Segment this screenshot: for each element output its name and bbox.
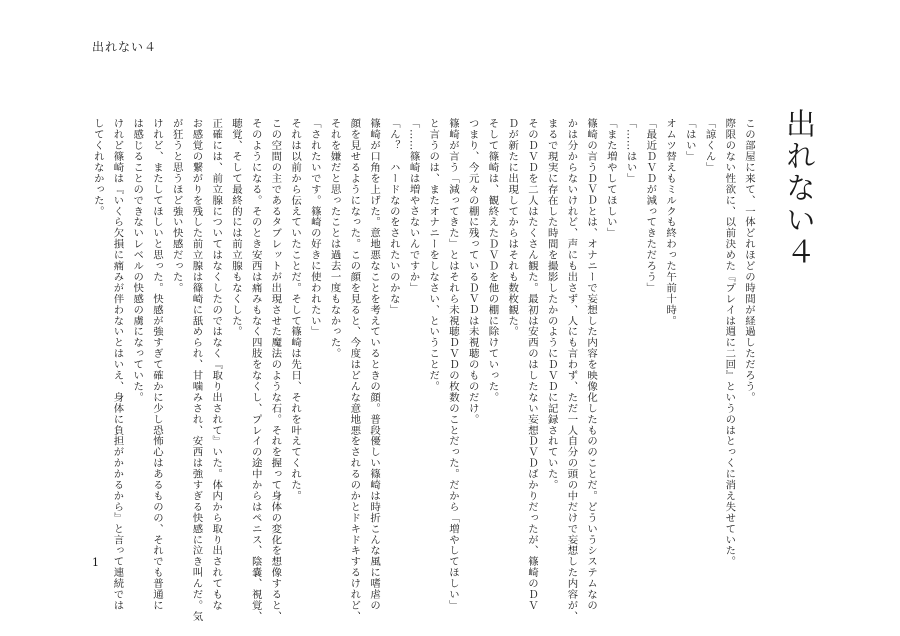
text-column: 聴覚、そして最終的には前立腺もなくした。 [229,118,242,337]
text-column: 「……篠崎は増やさないんですか」 [407,118,420,294]
text-column: 「最近ＤＶＤが減ってきただろう」 [644,118,657,294]
text-column: この空間の主であるタブレットが出現させた魔法のような石。それを握って身体の変化を想像すると、 [269,118,282,622]
text-column: 顔を見せるようになった。この顔を見ると、今度はどんな意地悪をされるのかとドキドキするけれど、 [348,118,361,622]
text-column: けれど篠崎は『いくら欠損に痛みが伴わないとはいえ、身体に負担がかかるから』と言って連続では [111,118,124,611]
text-column: つまり、今元々の棚に残っているＤＶＤは未視聴のものだけ。 [466,118,479,425]
text-column: オムツ替えもミルクも終わった午前十時。 [664,118,677,327]
text-column: 際限のない性欲に、以前決めた『プレイは週に二回』というのはとっくに消え失せていた。 [723,118,736,567]
text-column: そのＤＶＤを二人はたくさん観た。最初は安西のはしたない妄想ＤＶＤばかりだったが、篠崎のＤＶ [525,118,538,611]
chapter-title: 出れない４ [780,108,815,268]
text-column: 「はい」 [683,118,696,162]
text-column: それは以前から伝えていたことだ。そして篠崎は先日、それを叶えてくれた。 [289,118,302,502]
text-column: そのようになる。そのとき安西は痛みもなく四肢をなくし、プレイの途中からはペニス、陰嚢、視覚、 [249,118,262,622]
text-column: 「されたいです。篠崎の好きに使われたい」 [308,118,321,337]
running-head-title: 出れない４ [92,40,158,54]
text-column: それを嫌だと思ったことは過去一度もなかった。 [328,118,341,359]
text-column: そして篠崎は、観終えたＤＶＤを他の棚に除けていった。 [486,118,499,403]
text-column: 篠崎が言う「減ってきた」とはそれら未視聴ＤＶＤの枚数のことだった。だから「増やしてほしい」 [446,118,459,611]
text-column: けれど、またしてほしいと思った。快感が強すぎて確かに少し恐怖心はあるものの、それでも普通に [150,118,163,611]
text-column: 正確には、前立腺についてはなくしたのではなく『取り出されて』いた。体内から取り出されてもな [210,118,223,611]
text-column: 篠崎の言うＤＶＤとは、オナニーで妄想した内容を映像化したもののことだ。どういうシステムなの [585,118,598,611]
text-column: が狂うと思うほど強い快感だった。 [170,118,183,294]
text-column: Ｄが新たに出現してからはそれも数枚観た。 [506,118,519,337]
body-text [91,118,755,622]
text-column: は感じることのできないレベルの快感の虜になっていた。 [131,118,144,403]
text-column: お感覚の繋がりを残した前立腺は篠崎に舐められ、甘噛みされ、安西は強すぎる快感に泣き叫んだ。気 [190,118,203,622]
text-column: 「ん？ ハードなのをされたいのかな」 [387,118,400,316]
text-column: この部屋に来て、一体どれほどの時間が経過しただろう。 [743,118,755,403]
page-number: 1 [92,556,99,569]
text-column: 「また増やしてほしい」 [604,118,617,239]
text-column: 「諒くん」 [703,118,716,173]
text-column: してくれなかった。 [91,118,104,217]
text-column: まるで現実に存在した時間を撮影したかのようにＤＶＤに記録されていた。 [545,118,558,491]
text-column: 篠崎が口角を上げた。意地悪なことを考えているときの顔。普段優しい篠崎は時折こんな風に嗜虐の [368,118,381,611]
text-column: かは分からないけれど、声にも出さず、人にも言わず、ただ一人自分の頭の中だけで妄想した内容が、 [565,118,578,622]
text-column: 「……はい」 [624,118,637,184]
text-column: と言うのは、またオナニーをしなさい、ということだ。 [427,118,440,392]
